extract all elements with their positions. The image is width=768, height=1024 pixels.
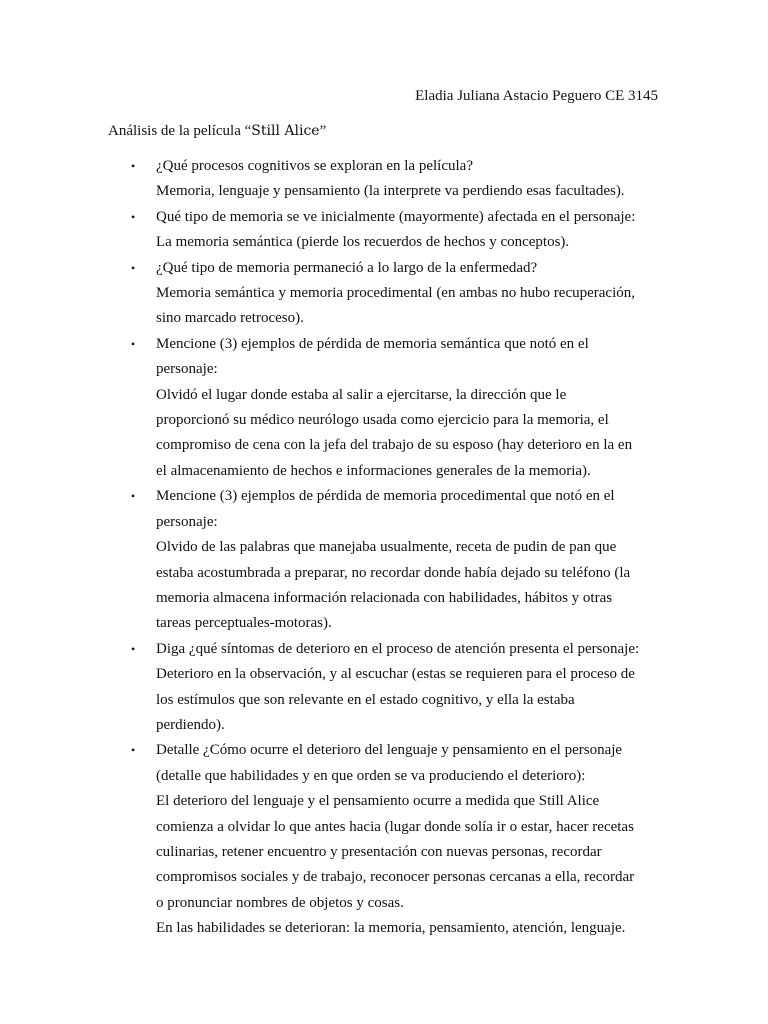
answer-line: Deterioro en la observación, y al escuchar (estas se requieren para el proceso de [156,666,635,683]
answer-line: Memoria, lenguaje y pensamiento (la interprete va perdiendo esas facultades). [156,183,625,200]
bullet-icon: • [131,641,136,656]
answer-line: los estímulos que son relevante en el estado cognitivo, y ella la estaba [156,691,575,708]
answer-line: sino marcado retroceso). [156,310,304,327]
list-item [131,738,666,941]
bullet-icon: • [131,260,136,275]
author-line: Eladia Juliana Astacio Peguero CE 3145 [415,88,658,104]
question-line: (detalle que habilidades y en que orden se va produciendo el deterioro): [156,767,586,784]
answer-line: La memoria semántica (pierde los recuerdos de hechos y conceptos). [156,234,570,251]
question-line: Diga ¿qué síntomas de deterioro en el proceso de atención presenta el personaje: [156,640,640,657]
document-title [108,121,326,141]
question-line: Qué tipo de memoria se ve inicialmente (mayormente) afectada en el personaje: [156,208,636,225]
answer-line: culinarias, retener encuentro y presentación con nuevas personas, recordar [156,843,602,860]
bullet-icon: • [131,489,136,504]
answer-line: Olvido de las palabras que manejaba usualmente, receta de pudin de pan que [156,539,617,556]
film-name: Still Alice [251,123,320,139]
bullet-icon: • [131,209,136,224]
list-item [131,205,666,256]
answer-line: memoria almacena información relacionada con habilidades, hábitos y otras [156,589,613,606]
answer-line: proporcionó su médico neurólogo usada como ejercicio para la memoria, el [156,412,609,429]
list-item [131,256,666,332]
answer-line: Memoria semántica y memoria procedimental (en ambas no hubo recuperación, [156,285,635,302]
bullet-icon: • [131,743,136,758]
answer-line: comienza a olvidar lo que antes hacia (lugar donde solía ir o estar, hacer recetas [156,818,634,835]
answer-line: compromisos sociales y de trabajo, reconocer personas cercanas a ella, recordar [156,869,635,886]
answer-line: el almacenamiento de hechos e informaciones generales de la memoria). [156,462,591,479]
question-line: Mencione (3) ejemplos de pérdida de memoria procedimental que notó en el [156,488,615,505]
list-item [131,332,666,484]
bullet-icon: • [131,336,136,351]
answer-line: tareas perceptuales-motoras). [156,615,332,632]
list-item [131,637,666,739]
answer-line: Olvidó el lugar donde estaba al salir a ejercitarse, la dirección que le [156,386,567,403]
question-line: Detalle ¿Cómo ocurre el deterioro del lenguaje y pensamiento en el personaje [156,742,623,759]
answer-line: En las habilidades se deterioran: la memoria, pensamiento, atención, lenguaje. [156,920,626,937]
answer-line: El deterioro del lenguaje y el pensamiento ocurre a medida que Still Alice [156,793,600,810]
question-line: personaje: [156,361,218,378]
question-line: ¿Qué procesos cognitivos se exploran en la película? [156,158,473,174]
answer-line: o pronunciar nombres de objetos y cosas. [156,894,404,911]
answer-line: perdiendo). [156,716,225,733]
title-prefix: Análisis de la película “ [108,123,252,139]
question-line: personaje: [156,513,218,530]
list-item [131,154,666,205]
question-line: Mencione (3) ejemplos de pérdida de memoria semántica que notó en el [156,335,589,352]
question-line: ¿Qué tipo de memoria permaneció a lo largo de la enfermedad? [156,259,538,276]
answer-line: estaba acostumbrada a preparar, no recordar donde había dejado su teléfono (la [156,564,631,581]
list-item [131,484,666,636]
answer-line: compromiso de cena con la jefa del trabajo de su esposo (hay deterioro en la en [156,437,633,454]
bullet-icon: • [131,159,136,173]
title-suffix: ” [319,123,327,139]
question-list [131,154,666,942]
